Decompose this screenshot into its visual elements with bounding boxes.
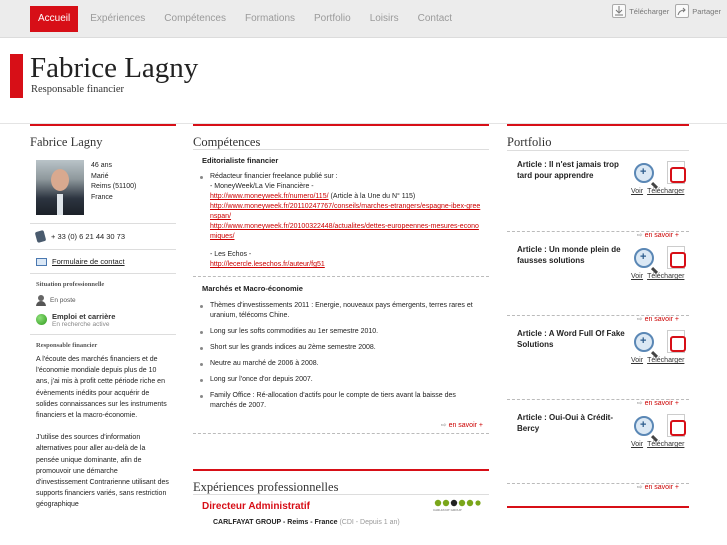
download-link[interactable]: Télécharger (647, 188, 685, 195)
editorialiste-intro: Rédacteur financier freelance publié sur : (210, 173, 338, 180)
share-icon (675, 4, 689, 18)
macro-list (193, 301, 489, 411)
portfolio-more-label: en savoir + (644, 400, 679, 407)
contact-form-link[interactable]: Formulaire de contact (52, 257, 125, 266)
view-link[interactable]: Voir (631, 441, 644, 448)
arrow-right-icon: ⇨ (636, 484, 643, 491)
download-icon (612, 4, 626, 18)
portfolio-bottom-rule (507, 506, 689, 508)
portfolio-item-title[interactable]: Article : Oui-Oui à Crédit-Bercy (517, 413, 614, 433)
contact-row (30, 250, 176, 274)
portfolio-column (507, 124, 689, 508)
status-green-icon (36, 314, 47, 325)
phone-icon (35, 230, 47, 243)
portfolio-more-link[interactable] (637, 399, 679, 407)
download-label: Télécharger (629, 6, 670, 16)
pdf-icon[interactable] (667, 330, 685, 353)
emploi-title: Emploi et carrière (52, 312, 116, 321)
portfolio-more-label: en savoir + (644, 232, 679, 239)
profile-title: Fabrice Lagny (30, 124, 176, 156)
list-item: Long sur les softs commodities au 1er semestre 2010. (193, 327, 473, 337)
pdf-icon[interactable] (667, 246, 685, 269)
about-paragraph-2: J'utilise des sources d'information alternatives pour aller au-delà de la pensée unique dominante, afin de promouvoir une démarche d'investissement Contrarienne utilisant des supports financiers variés, sans restriction géographique (36, 434, 169, 509)
company-logo (433, 499, 481, 513)
competences-more-label: en savoir + (448, 422, 483, 429)
download-link[interactable]: Télécharger (647, 441, 685, 448)
portfolio-item (507, 155, 689, 239)
competences-column (193, 124, 489, 525)
portfolio-item (507, 324, 689, 407)
nav-competences[interactable]: Compétences (164, 13, 226, 24)
experience-item (193, 495, 489, 525)
arrow-right-icon: ⇨ (636, 400, 643, 407)
download-link[interactable]: Télécharger (647, 273, 685, 280)
contract-info: (CDI - Depuis 1 an) (339, 519, 400, 526)
portfolio-item-title[interactable]: Article : A Word Full Of Fake Solutions (517, 329, 625, 349)
arrow-right-icon: ⇨ (636, 232, 643, 239)
portfolio-title: Portfolio (507, 124, 689, 156)
nav-accueil[interactable]: Accueil (30, 6, 78, 32)
arrow-right-icon: ⇨ (440, 422, 447, 429)
emploi-sub: En recherche active (52, 321, 110, 328)
portfolio-more-label: en savoir + (644, 316, 679, 323)
toolbar (612, 4, 721, 18)
share-button[interactable] (675, 4, 721, 18)
profile-details (91, 161, 136, 203)
competences-more-link[interactable] (193, 417, 489, 433)
moneyweek-link-2[interactable]: http://www.moneyweek.fr/20110247767/conseils/marches-etrangers/espagne-ibex-greenspan/ (210, 203, 481, 220)
list-item: Short sur les grands indices au 2ème semestre 2008. (193, 343, 473, 353)
zoom-icon[interactable]: + (634, 163, 654, 183)
lesechos-link[interactable]: http://lecercle.lesechos.fr/auteur/fg51 (210, 261, 325, 268)
emploi-row (30, 308, 176, 335)
person-icon (36, 295, 46, 306)
portfolio-more-link[interactable] (637, 483, 679, 491)
moneyweek-link-1-note: (Article à la Une du N° 115) (328, 193, 416, 200)
list-item: Long sur l'once d'or depuis 2007. (193, 375, 473, 385)
portfolio-item-title[interactable]: Article : Un monde plein de fausses solutions (517, 245, 621, 265)
nav-formations[interactable]: Formations (244, 13, 295, 24)
source-moneyweek: - MoneyWeek/La Vie Financière - (210, 183, 314, 190)
situation-title: Situation professionnelle (36, 281, 105, 288)
nav-contact[interactable]: Contact (417, 13, 453, 24)
logo-text: CARLFAYAT GROUP (433, 508, 462, 512)
source-lesechos: - Les Echos - (210, 251, 252, 258)
list-item: Neutre au marché de 2006 à 2008. (193, 359, 473, 369)
portfolio-more-label: en savoir + (644, 484, 679, 491)
nav-loisirs[interactable]: Loisirs (369, 13, 399, 24)
macro-title: Marchés et Macro-économie (202, 284, 303, 293)
nav-experiences[interactable]: Expériences (90, 13, 146, 24)
share-label: Partager (692, 6, 721, 16)
moneyweek-link-3[interactable]: http://www.moneyweek.fr/20100322448/actualites/dettes-europeennes-mesures-economiques/ (210, 223, 479, 240)
zoom-icon[interactable]: + (634, 248, 654, 268)
header-accent-bar (10, 54, 23, 98)
pdf-icon[interactable] (667, 161, 685, 184)
editorialiste-list (193, 172, 489, 270)
form-icon (36, 258, 47, 266)
avatar (36, 160, 84, 215)
arrow-right-icon: ⇨ (636, 316, 643, 323)
view-link[interactable]: Voir (631, 273, 644, 280)
profile-age: 46 ans (91, 162, 113, 169)
view-link[interactable]: Voir (631, 188, 644, 195)
profile-country: France (91, 193, 113, 201)
page-subtitle: Responsable financier (31, 84, 125, 95)
portfolio-more-link[interactable] (637, 315, 679, 323)
phone-number: + 33 (0) 6 21 44 30 73 (51, 232, 126, 241)
list-item: Family Office : Ré-allocation d'actifs pour le compte de tiers avant la baisse des marchés de 2007. (193, 391, 473, 411)
about-paragraph-1: A l'écoute des marchés financiers et de l'économie mondiale depuis plus de 10 ans, j'ai mis à profit cette période riche en évènements inédits pour acquérir de solides connaissances sur les instruments financiers et la macro-économie. (36, 356, 167, 420)
main-nav (30, 6, 464, 32)
en-poste-label: En poste (50, 296, 76, 304)
portfolio-item (507, 240, 689, 323)
list-item: Thèmes d'investissements 2011 : Energie, nouveaux pays émergents, terres rares et uranium, télécoms Chine. (193, 301, 473, 321)
en-poste-row (30, 292, 176, 308)
nav-portfolio[interactable]: Portfolio (314, 13, 351, 24)
moneyweek-link-1[interactable]: http://www.moneyweek.fr/numero/115/ (210, 193, 329, 200)
download-link[interactable]: Télécharger (647, 357, 685, 364)
top-navigation-bar (0, 0, 727, 38)
profile-column (30, 124, 176, 511)
editorialiste-title: Editorialiste financier (202, 156, 279, 165)
competences-title: Compétences (193, 124, 489, 156)
profile-status: Marié (91, 172, 109, 180)
portfolio-item (507, 408, 689, 491)
view-link[interactable]: Voir (631, 357, 644, 364)
profile-city: Reims (51100) (91, 183, 137, 190)
experiences-title: Expériences professionnelles (193, 469, 489, 501)
list-item (193, 172, 483, 270)
company-name: CARLFAYAT GROUP - Reims - France (213, 519, 338, 526)
page-title: Fabrice Lagny (30, 52, 199, 84)
pdf-icon[interactable] (667, 414, 685, 437)
portfolio-more-link[interactable] (637, 231, 679, 239)
portfolio-item-title[interactable]: Article : Il n'est jamais trop tard pour apprendre (517, 160, 619, 180)
zoom-icon[interactable]: + (634, 332, 654, 352)
zoom-icon[interactable]: + (634, 416, 654, 436)
phone-row (30, 224, 176, 250)
experience-company (213, 519, 400, 526)
profile-card (30, 156, 176, 224)
about-title: Responsable financier (36, 342, 98, 349)
job-title: Directeur Administratif (202, 501, 310, 512)
download-button[interactable] (612, 4, 669, 18)
